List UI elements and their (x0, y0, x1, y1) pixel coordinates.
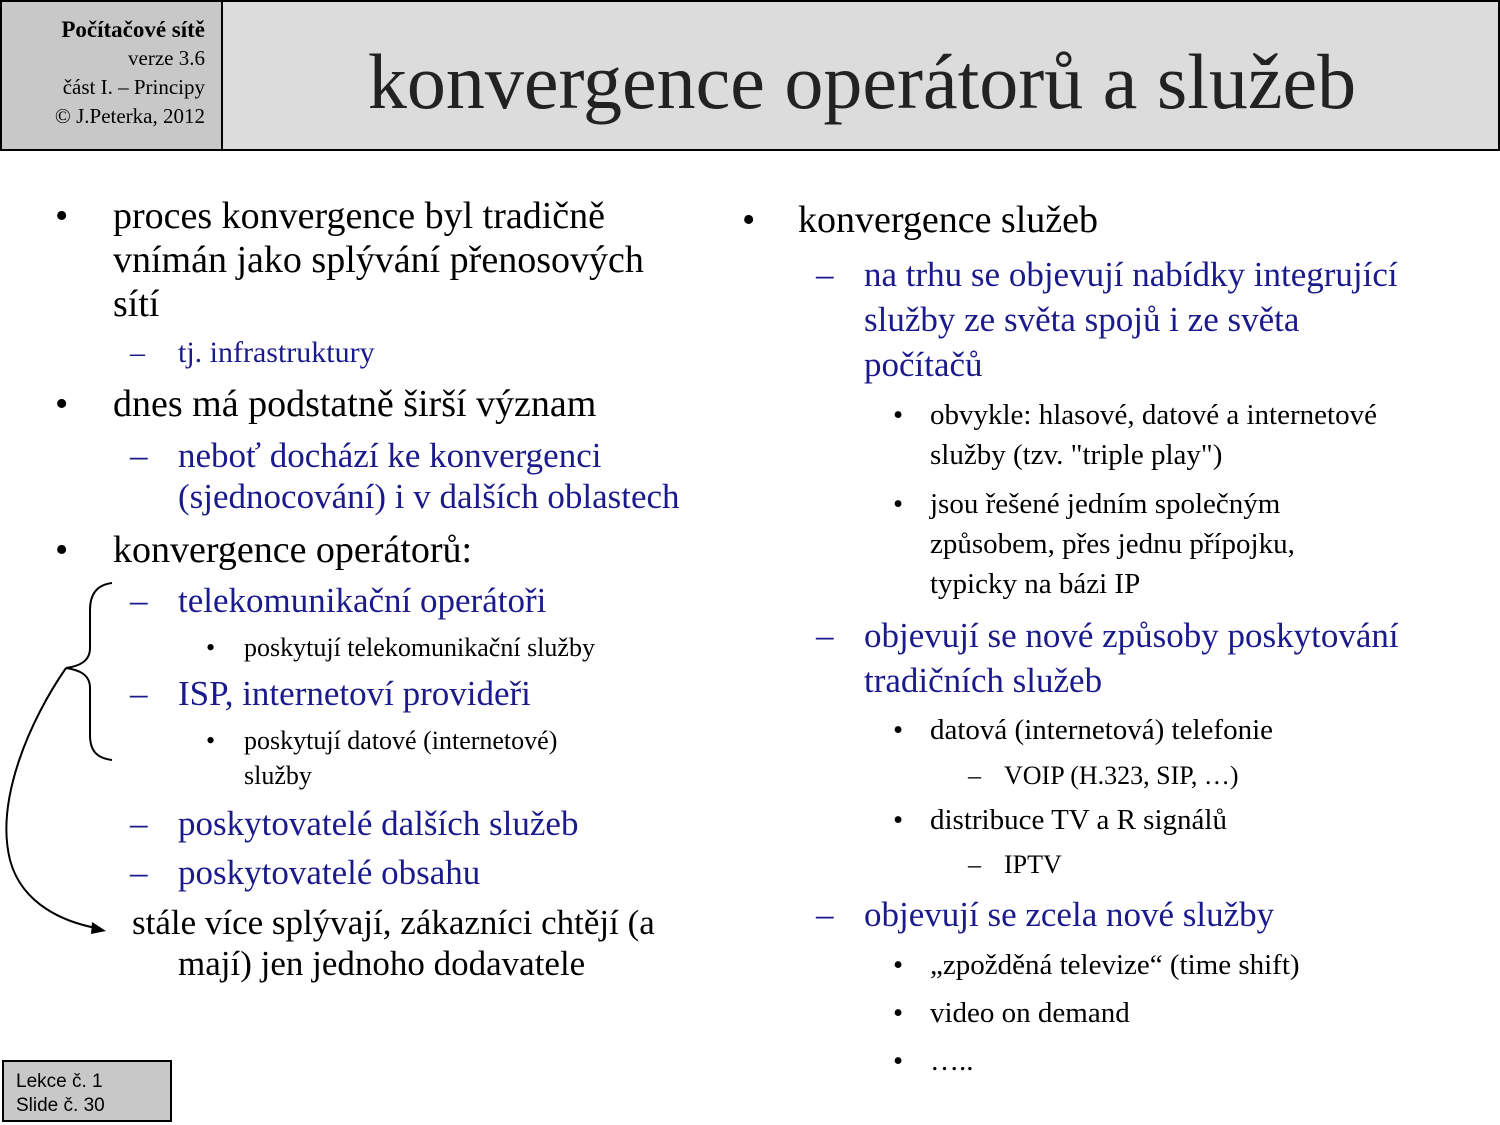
right-dash-1-line-3: počítačů (864, 345, 983, 384)
right-dash-3-bullet-1: „zpožděná televize“ (time shift) (930, 949, 1300, 981)
right-dash-3-bullet-2: video on demand (930, 997, 1130, 1029)
right-dash-1-line-2: služby ze světa spojů i ze světa (864, 300, 1300, 339)
right-dash-2-bullet-2: distribuce TV a R signálů (930, 804, 1227, 836)
dash-marker: – (816, 616, 834, 655)
left-bullet-1-line-2: vnímán jako splývání přenosových (113, 239, 644, 281)
bullet-marker: • (55, 383, 69, 425)
right-dash-2-bullet-2-sub: IPTV (1004, 850, 1062, 879)
bullet-marker: • (55, 195, 69, 237)
left-bullet-2-sub-line-1: neboť dochází ke konvergenci (178, 436, 602, 475)
dash-marker: – (968, 850, 981, 879)
right-dash-3: objevují se zcela nové služby (864, 895, 1275, 934)
dash-marker: – (130, 674, 148, 713)
curly-brace (66, 583, 112, 760)
conclusion-line-2: mají) jen jednoho dodavatele (178, 944, 586, 983)
right-dash-1-line-1: na trhu se objevují nabídky integrující (864, 255, 1398, 294)
right-dash-2-line-2: tradičních služeb (864, 661, 1103, 700)
operator-other-services: poskytovatelé dalších služeb (178, 804, 579, 843)
slide-footer (2, 1060, 172, 1122)
bullet-marker: • (206, 726, 216, 755)
slide-title: konvergence operátorů a služeb (367, 38, 1357, 125)
left-bullet-1-line-1: proces konvergence byl tradičně (113, 195, 606, 237)
conclusion-line-1: stále více splývají, zákazníci chtějí (a (132, 903, 655, 942)
dash-marker: – (130, 436, 148, 475)
right-dash-1-bullet-2-line-1: jsou řešené jedním společným (930, 488, 1281, 520)
right-dash-1-bullet-1-line-2: služby (tzv. "triple play") (930, 439, 1223, 471)
dash-marker: – (968, 761, 981, 790)
dash-marker: – (130, 853, 148, 892)
bullet-marker: • (893, 488, 904, 520)
right-dash-1-bullet-2-line-2: způsobem, přes jednu přípojku, (930, 528, 1295, 560)
operator-isp: ISP, internetoví provideři (178, 674, 531, 713)
right-dash-2-bullet-1: datová (internetová) telefonie (930, 714, 1274, 746)
bullet-marker: • (742, 199, 756, 241)
dash-marker: – (816, 895, 834, 934)
left-bullet-2-sub-line-2: (sjednocování) i v dalších oblastech (178, 477, 680, 516)
lecture-number: Lekce č. 1 (16, 1071, 103, 1092)
dash-marker: – (130, 581, 148, 620)
course-version: verze 3.6 (128, 46, 205, 70)
operator-isp-sub-line-2: služby (244, 761, 312, 790)
arrow-head-icon (91, 922, 106, 934)
bullet-marker: • (893, 714, 904, 746)
right-dash-2-line-1: objevují se nové způsoby poskytování (864, 616, 1399, 655)
bullet-marker: • (893, 804, 904, 836)
left-bullet-1-sub: tj. infrastruktury (178, 336, 375, 369)
right-dash-2-bullet-1-sub: VOIP (H.323, SIP, …) (1004, 761, 1239, 790)
slide-number: Slide č. 30 (16, 1095, 105, 1116)
bullet-marker: • (55, 529, 69, 571)
operator-telecom-sub: poskytují telekomunikační služby (244, 633, 595, 662)
course-copyright: © J.Peterka, 2012 (54, 104, 205, 128)
bullet-marker: • (893, 1045, 904, 1077)
right-dash-3-bullet-3: ….. (930, 1045, 974, 1077)
right-dash-1-bullet-2-line-3: typicky na bázi IP (930, 568, 1141, 600)
bullet-marker: • (893, 949, 904, 981)
operator-content: poskytovatelé obsahu (178, 853, 481, 892)
course-part: část I. – Principy (62, 75, 205, 99)
operator-isp-sub-line-1: poskytují datové (internetové) (244, 726, 558, 755)
left-bullet-2: dnes má podstatně širší význam (113, 383, 597, 425)
operator-telecom: telekomunikační operátoři (178, 581, 547, 620)
left-bullet-1-line-3: sítí (113, 283, 160, 325)
left-bullet-3: konvergence operátorů: (113, 529, 473, 571)
dash-marker: – (130, 336, 145, 369)
dash-marker: – (130, 804, 148, 843)
connector-arrow (6, 668, 96, 928)
right-dash-1-bullet-1-line-1: obvykle: hlasové, datové a internetové (930, 399, 1377, 431)
right-bullet-1: konvergence služeb (798, 199, 1099, 241)
bullet-marker: • (893, 997, 904, 1029)
bullet-marker: • (206, 633, 216, 662)
course-name: Počítačové sítě (61, 17, 205, 42)
dash-marker: – (816, 255, 834, 294)
bullet-marker: • (893, 399, 904, 431)
